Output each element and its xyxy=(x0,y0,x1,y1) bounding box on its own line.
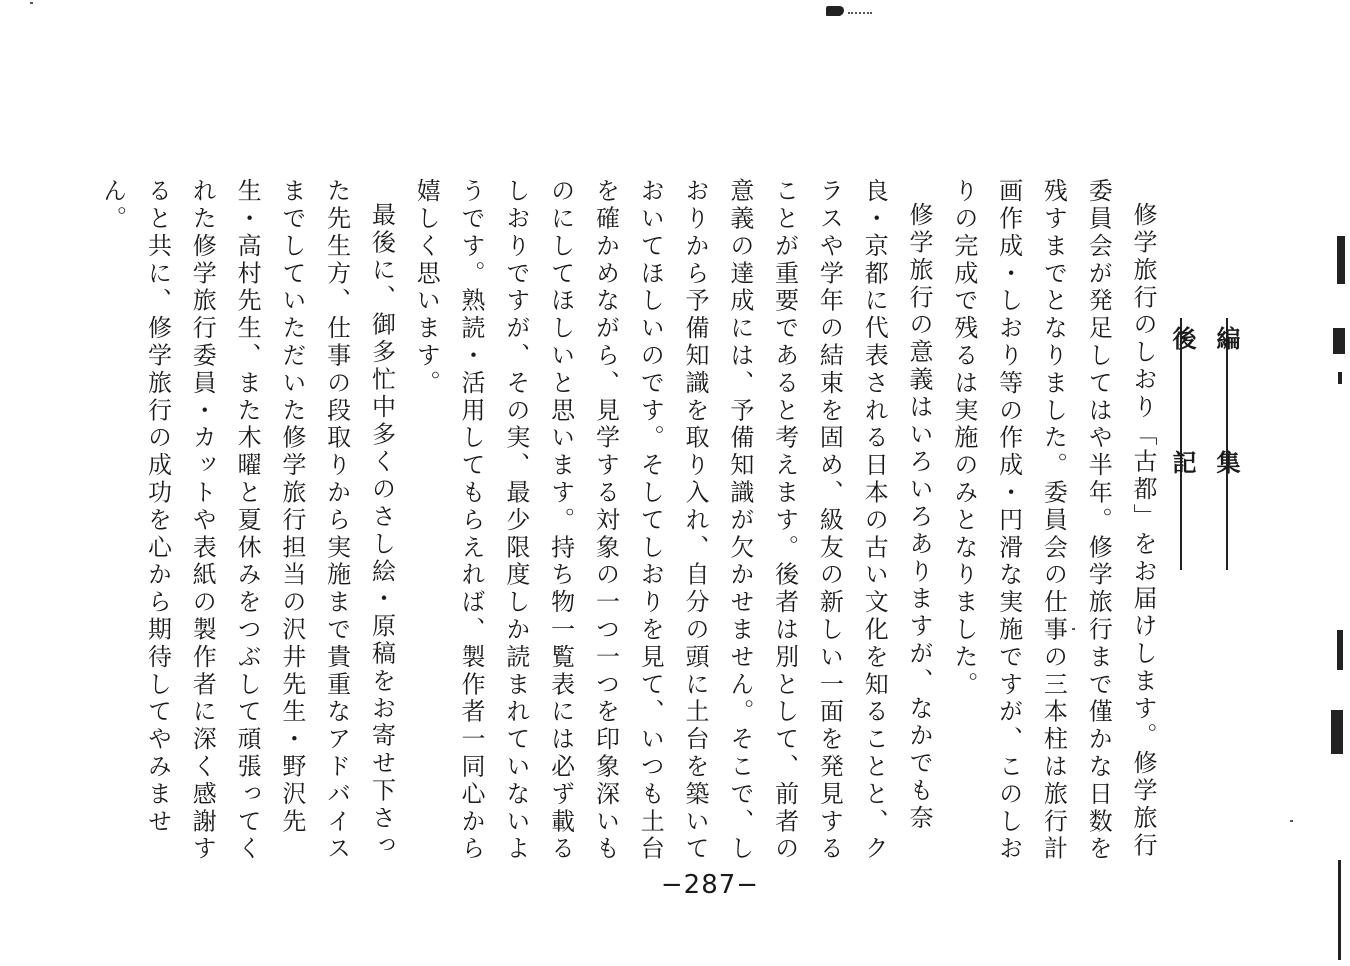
paragraph-2: 修学旅行の意義はいろいろありますが、なかでも奈良・京都に代表される日本の古い文化を知ることと、クラスや学年の結束を固め、級友の新しい一面を発見することが重要であると考えます。後者は別として、前者の意義の達成には、予備知識が欠かせません。そこで、しおりから予備知識を取り入れ、自分の頭に土台を築いておいてほしいのです。そしてしおりを見て、いつも土台を確かめながら、見学する対象の一つ一つを印象深いものにしてほしいと思います。持ち物一覧表には必ず載るしおりですが、その実、最少限度しか読まれていないようです。熟読・活用してもらえれば、製作者一同心から嬉しく思います。 xyxy=(412,178,934,863)
scan-smudge-dots xyxy=(848,12,872,16)
scan-edge-mark xyxy=(1338,860,1341,960)
scan-dust xyxy=(1290,820,1293,822)
afterword-body xyxy=(98,178,1165,868)
scan-edge-mark xyxy=(1333,328,1345,354)
scan-edge-mark xyxy=(1337,236,1345,284)
scan-edge-mark xyxy=(1331,710,1343,754)
page-number: −287− xyxy=(660,870,760,900)
scan-edge-mark xyxy=(1338,372,1342,384)
scan-smudge xyxy=(826,6,844,16)
afterword-heading: 編 集 後 記 xyxy=(1168,326,1241,574)
paragraph-3: 最後に、御多忙中多くのさし絵・原稿をお寄せ下さった先生方、仕事の段取りから実施まで貴重なアドバイスまでしていただいた修学旅行担当の沢井先生・野沢先生・高村先生、また木曜と夏休みをつぶして頑張ってくれた修学旅行委員・カットや表紙の製作者に深く感謝すると共に、修学旅行の成功を心から期待してやみません。 xyxy=(98,178,396,863)
afterword-heading-box xyxy=(1168,318,1241,574)
scan-edge-mark xyxy=(1337,630,1343,670)
paragraph-1: 修学旅行のしおり「古都」をお届けします。修学旅行委員会が発足してはや半年。修学旅行まで僅かな日数を残すまでとなりました。委員会の仕事の三本柱は旅行計画作成・しおり等の作成・円滑な実施ですが、このしおりの完成で残るは実施のみとなりました。 xyxy=(949,178,1157,863)
scan-dust xyxy=(30,2,33,4)
